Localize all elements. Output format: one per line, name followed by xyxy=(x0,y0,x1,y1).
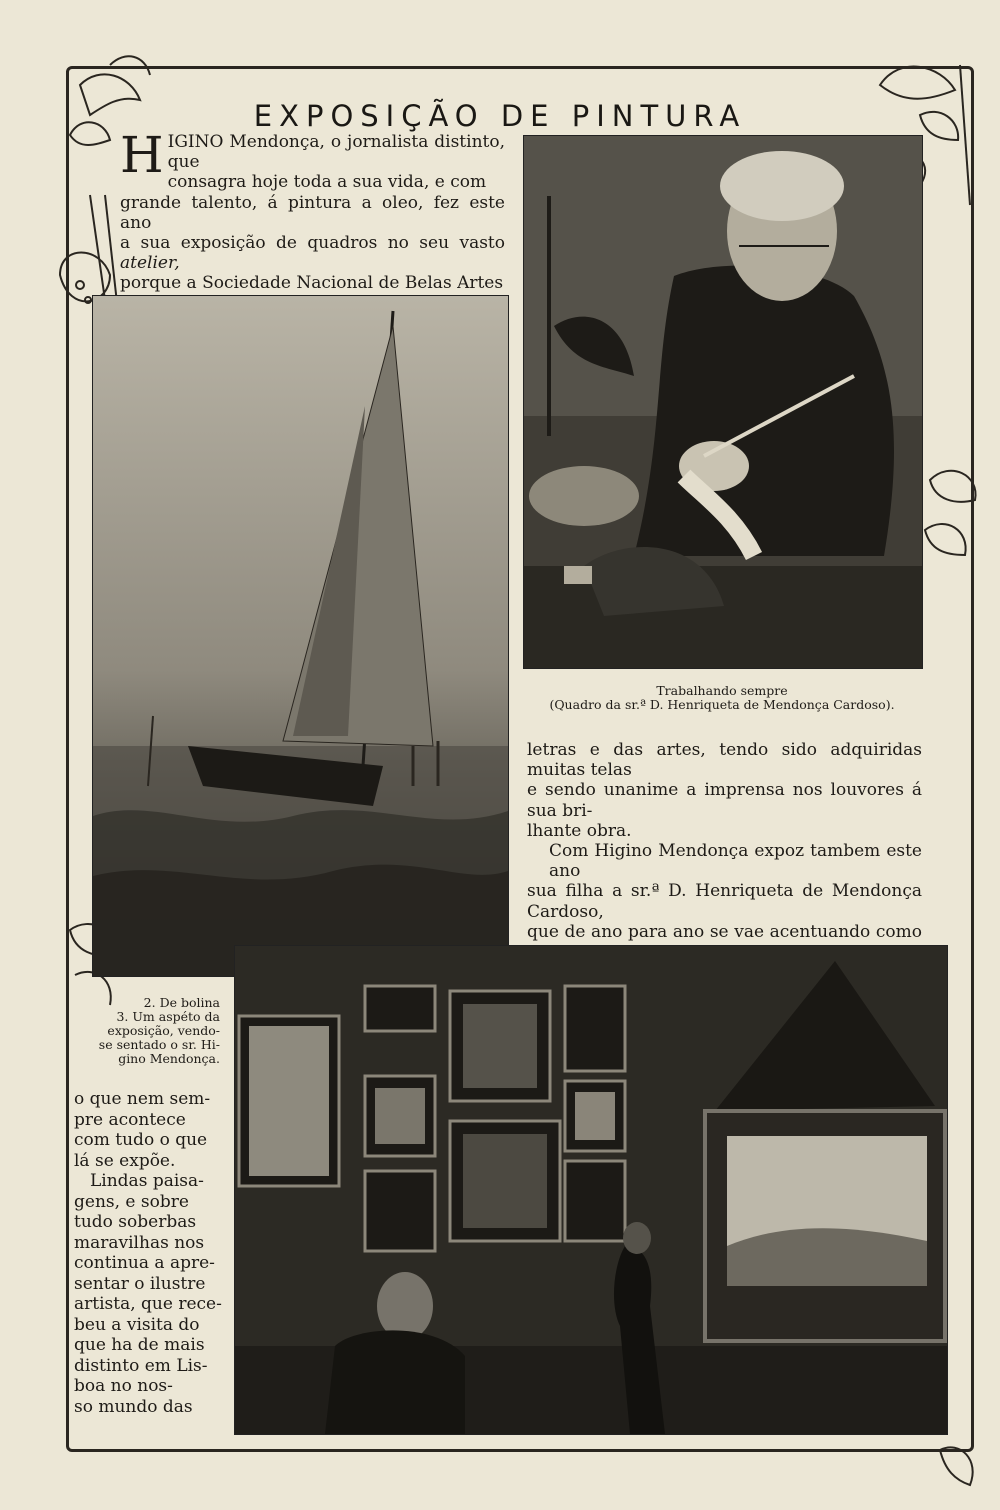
intro-italic-word: atelier, xyxy=(120,253,180,274)
knitting-caption xyxy=(523,684,921,712)
exhibition-room-image xyxy=(235,946,947,1434)
left-line: tudo soberbas xyxy=(74,1212,197,1232)
caption-line: 3. Um aspéto da xyxy=(116,1009,220,1024)
left-line: so mundo das xyxy=(74,1396,193,1417)
left-line: artista, que rece- xyxy=(74,1294,222,1314)
left-photo-captions xyxy=(80,996,220,1066)
left-line: gens, e sobre xyxy=(74,1191,189,1212)
left-line: com tudo o que xyxy=(74,1130,208,1150)
dropcap-letter: H xyxy=(120,126,164,184)
intro-line: porque a Sociedade Nacional de Belas Artes xyxy=(120,273,504,294)
page-title: EXPOSIÇÃO DE PINTURA xyxy=(253,99,747,134)
left-line: distinto em Lis- xyxy=(74,1355,208,1376)
right-line: lhante obra. xyxy=(527,820,632,841)
left-line: Lindas paisa- xyxy=(90,1171,204,1191)
left-line: maravilhas nos xyxy=(74,1232,205,1253)
right-line: que de ano para ano se vae acentuando como xyxy=(527,921,922,942)
caption-line: exposição, vendo- xyxy=(107,1023,220,1038)
intro-first-word: IGINO xyxy=(167,132,224,152)
caption-line: se sentado o sr. Hi- xyxy=(98,1037,220,1052)
left-line: pre acontece xyxy=(74,1109,186,1130)
right-line: letras e das artes, tendo sido adquiridas muitas telas xyxy=(527,740,922,781)
caption-line: gino Mendonça. xyxy=(118,1051,220,1066)
intro-line: Mendonça, o jornalista distinto, que xyxy=(167,132,505,173)
left-line: beu a visita do xyxy=(74,1314,200,1335)
knitting-caption-title: Trabalhando sempre xyxy=(656,683,788,698)
intro-line: consagra hoje toda a sua vida, e com xyxy=(167,172,487,193)
knitting-painting xyxy=(523,135,923,669)
knitting-woman-image xyxy=(524,136,922,668)
left-line: sentar o ilustre xyxy=(74,1273,206,1294)
knitting-caption-subtitle: (Quadro da sr.ª D. Henriqueta de Mendonça Cardoso). xyxy=(549,697,895,712)
sailboat-painting xyxy=(92,295,509,977)
intro-line: a sua exposição de quadros no seu vasto xyxy=(120,233,505,254)
caption-line: 2. De bolina xyxy=(143,995,220,1010)
left-line: lá se expõe. xyxy=(74,1150,176,1171)
intro-line: grande talento, á pintura a oleo, fez este ano xyxy=(120,192,505,233)
bottom-right-ornament xyxy=(930,1440,990,1500)
right-line: Com Higino Mendonça expoz tambem este ano xyxy=(549,841,922,882)
right-line: sua filha a sr.ª D. Henriqueta de Mendonça Cardoso, xyxy=(527,881,922,922)
sailboat-image xyxy=(93,296,508,976)
left-line: continua a apre- xyxy=(74,1253,215,1273)
left-line: que ha de mais xyxy=(74,1335,205,1355)
right-line: e sendo unanime a imprensa nos louvores á sua bri- xyxy=(527,780,922,821)
left-line: o que nem sem- xyxy=(74,1089,211,1109)
left-column-text xyxy=(74,1089,224,1417)
left-line: boa no nos- xyxy=(74,1376,173,1396)
exhibition-photo xyxy=(234,945,948,1435)
